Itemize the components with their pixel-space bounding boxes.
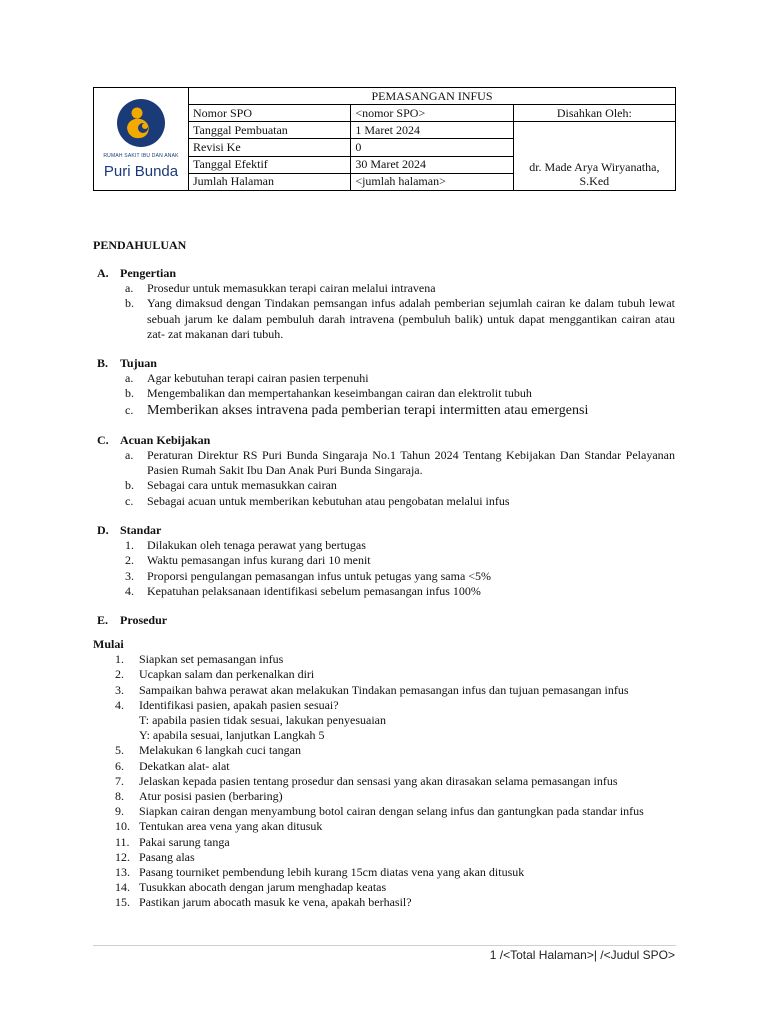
section-heading: PENDAHULUAN <box>93 238 187 252</box>
footer-divider <box>93 945 676 946</box>
row-value: 0 <box>351 139 513 156</box>
logo-name: Puri Bunda <box>103 163 179 180</box>
section-tujuan <box>93 355 675 419</box>
row-value: <nomor SPO> <box>351 105 513 122</box>
procedure-start-label: Mulai <box>93 637 124 652</box>
list-item: 10. Tentukan area vena yang akan ditusuk <box>115 819 323 834</box>
list-item: c. Sebagai acuan untuk memberikan kebutuhan atau pengobatan melalui infus <box>125 493 510 508</box>
list-item: c. Memberikan akses intravena pada pemberian terapi intermitten atau emergensi <box>125 402 589 418</box>
list-item: 8. Atur posisi pasien (berbaring) <box>115 788 283 803</box>
section-pengertian <box>93 265 675 342</box>
section-letter: E. <box>97 613 109 628</box>
document-body <box>93 236 675 911</box>
list-item: 7. Jelaskan kepada pasien tentang prosedur dan sensasi yang akan dirasakan selama pemasangan infus <box>115 773 618 788</box>
section-standar <box>93 522 675 599</box>
list-item: 5. Melakukan 6 langkah cuci tangan <box>115 743 301 758</box>
section-letter: C. <box>97 432 109 447</box>
document-title: PEMASANGAN INFUS <box>189 88 676 105</box>
row-value: <jumlah halaman> <box>351 173 513 190</box>
row-label: Revisi Ke <box>189 139 351 156</box>
list-item: b. Sebagai cara untuk memasukkan cairan <box>125 478 337 493</box>
row-label: Nomor SPO <box>189 105 351 122</box>
list-item: 3. Sampaikan bahwa perawat akan melakukan Tindakan pemasangan infus dan tujuan pemasangan infus <box>115 682 629 697</box>
row-value: 30 Maret 2024 <box>351 156 513 173</box>
list-item: 14. Tusukkan abocath dengan jarum menghadap keatas <box>115 880 387 895</box>
list-item: 4. Kepatuhan pelaksanaan identifikasi sebelum pemasangan infus 100% <box>125 583 481 598</box>
row-value: 1 Maret 2024 <box>351 122 513 139</box>
spo-header-table <box>93 87 676 191</box>
logo-subtitle: RUMAH SAKIT IBU DAN ANAK <box>103 153 179 159</box>
list-item: 13. Pasang tourniket pembendung lebih kurang 15cm diatas vena yang akan ditusuk <box>115 865 525 879</box>
row-label: Tanggal Efektif <box>189 156 351 173</box>
list-item: 4. Identifikasi pasien, apakah pasien sesuai? T: apabila pasien tidak sesuai, lakukan penyesuaian Y: apabila sesuai, lanjutkan Langkah 5 <box>115 697 386 743</box>
section-letter: B. <box>97 356 109 371</box>
list-item: 9. Siapkan cairan dengan menyambung botol cairan dengan selang infus dan gantungkan pada standar infus <box>115 804 644 819</box>
section-title: Prosedur <box>120 613 168 628</box>
approved-label: Disahkan Oleh: <box>513 105 675 122</box>
section-title: Pengertian <box>120 266 176 280</box>
list-item: 15. Pastikan jarum abocath masuk ke vena, apakah berhasil? <box>115 895 412 910</box>
row-label: Tanggal Pembuatan <box>189 122 351 139</box>
section-title: Tujuan <box>120 356 157 371</box>
page-footer: 1 /<Total Halaman>| /<Judul SPO> <box>489 948 675 962</box>
list-item: 3. Proporsi pengulangan pemasangan infus untuk petugas yang sama <5% <box>125 568 492 583</box>
list-item: a. Agar kebutuhan terapi cairan pasien terpenuhi <box>125 371 369 386</box>
section-letter: D. <box>97 522 109 537</box>
list-item: b. Mengembalikan dan mempertahankan keseimbangan cairan dan elektrolit tubuh <box>125 386 532 401</box>
row-label: Jumlah Halaman <box>189 173 351 190</box>
section-letter: A. <box>97 266 109 280</box>
list-item: b. Yang dimaksud dengan Tindakan pemsangan infus adalah pemberian sejumlah cairan ke dalam tubuh lewat sebuah jarum ke dalam pembuluh darah intravena (pembuluh balik) untuk dapat menggantikan cairan atau zat- zat makanan dari tubuh. <box>125 296 675 341</box>
list-item: 12. Pasang alas <box>115 849 195 864</box>
list-item: 2. Ucapkan salam dan perkenalkan diri <box>115 667 315 682</box>
section-title: Acuan Kebijakan <box>120 432 211 447</box>
logo-cell <box>94 88 189 191</box>
list-item: 1. Dilakukan oleh tenaga perawat yang bertugas <box>125 537 366 552</box>
section-acuan-kebijakan <box>93 432 675 509</box>
section-prosedur <box>93 612 675 628</box>
procedure-steps <box>93 652 675 910</box>
puri-bunda-logo-icon <box>116 98 166 148</box>
list-item: 1. Siapkan set pemasangan infus <box>115 652 284 667</box>
section-title: Standar <box>120 522 162 537</box>
list-item: 6. Dekatkan alat- alat <box>115 758 230 773</box>
list-item: a. Prosedur untuk memasukkan terapi cairan melalui intravena <box>125 281 436 295</box>
list-item: 11. Pakai sarung tanga <box>115 834 230 849</box>
list-item: 2. Waktu pemasangan infus kurang dari 10 menit <box>125 553 371 568</box>
list-item: a. Peraturan Direktur RS Puri Bunda Singaraja No.1 Tahun 2024 Tentang Kebijakan Dan Standar Pelayanan Pasien Rumah Sakit Ibu Dan Anak Puri Bunda Singaraja. <box>125 447 675 478</box>
approver-name: dr. Made Arya Wiryanatha, S.Ked <box>513 122 675 191</box>
